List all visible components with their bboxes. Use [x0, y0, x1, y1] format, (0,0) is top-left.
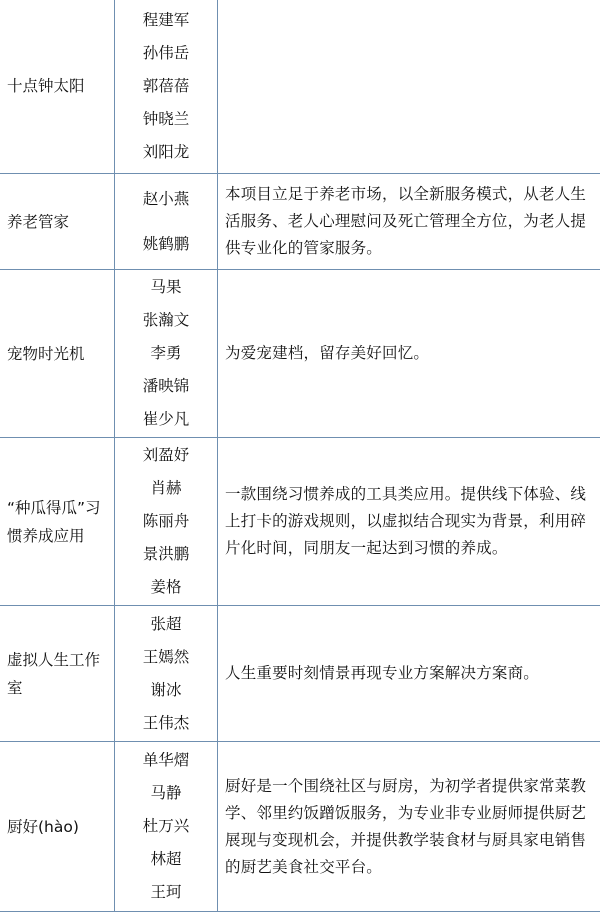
member-list — [115, 0, 218, 174]
member-name: 钟晓兰 — [142, 109, 190, 128]
table-row — [0, 742, 600, 912]
member-name: 王嫣然 — [142, 647, 190, 666]
member-name: 姜格 — [150, 578, 182, 596]
member-list — [115, 438, 218, 606]
project-name: 十点钟太阳 — [0, 0, 115, 174]
member-name: 张瀚文 — [142, 311, 190, 329]
member-name: 潘映锦 — [142, 377, 190, 395]
table-row — [0, 438, 600, 606]
member-name: 崔少凡 — [142, 410, 190, 428]
member-name: 孙伟岳 — [142, 43, 190, 62]
member-name: 姚鹤鹏 — [142, 234, 190, 253]
project-description: 本项目立足于养老市场，以全新服务模式，从老人生活服务、老人心理慰问及死亡管理全方位，为老人提供专业化的管家服务。 — [218, 174, 600, 270]
member-name: 景洪鹏 — [142, 545, 190, 563]
member-name: 马果 — [150, 278, 182, 296]
member-name: 王伟杰 — [142, 713, 190, 732]
table-row — [0, 270, 600, 438]
member-name: 张超 — [150, 614, 182, 633]
member-name: 单华熠 — [142, 751, 190, 769]
table-row — [0, 0, 600, 174]
member-name: 李勇 — [150, 344, 182, 362]
project-description — [218, 0, 600, 174]
project-name: 宠物时光机 — [0, 270, 115, 438]
table-row — [0, 606, 600, 742]
member-list — [115, 606, 218, 742]
project-name: “种瓜得瓜”习惯养成应用 — [0, 438, 115, 606]
member-name: 郭蓓蓓 — [142, 76, 190, 95]
member-name: 刘阳龙 — [142, 142, 190, 161]
member-list — [115, 270, 218, 438]
project-description: 为爱宠建档，留存美好回忆。 — [218, 270, 600, 438]
project-description: 人生重要时刻情景再现专业方案解决方案商。 — [218, 606, 600, 742]
member-name: 杜万兴 — [142, 817, 190, 835]
member-name: 肖赫 — [150, 479, 182, 497]
project-description: 一款围绕习惯养成的工具类应用。提供线下体验、线上打卡的游戏规则，以虚拟结合现实为背景，利用碎片化时间，同朋友一起达到习惯的养成。 — [218, 438, 600, 606]
project-name: 虚拟人生工作室 — [0, 606, 115, 742]
project-description: 厨好是一个围绕社区与厨房，为初学者提供家常菜教学、邻里约饭蹭饭服务，为专业非专业厨师提供厨艺展现与变现机会，并提供教学装食材与厨具家电销售的厨艺美食社交平台。 — [218, 742, 600, 912]
table-row — [0, 174, 600, 270]
project-name: 厨好(hào) — [0, 742, 115, 912]
project-name: 养老管家 — [0, 174, 115, 270]
member-name: 赵小燕 — [142, 189, 190, 208]
member-name: 程建军 — [142, 10, 190, 29]
member-list — [115, 174, 218, 270]
member-name: 林超 — [150, 850, 182, 868]
member-name: 陈丽舟 — [142, 512, 190, 530]
member-name: 王珂 — [150, 883, 182, 901]
member-name: 刘盈妤 — [142, 446, 190, 464]
member-name: 马静 — [150, 784, 182, 802]
member-list — [115, 742, 218, 912]
member-name: 谢冰 — [150, 680, 182, 699]
